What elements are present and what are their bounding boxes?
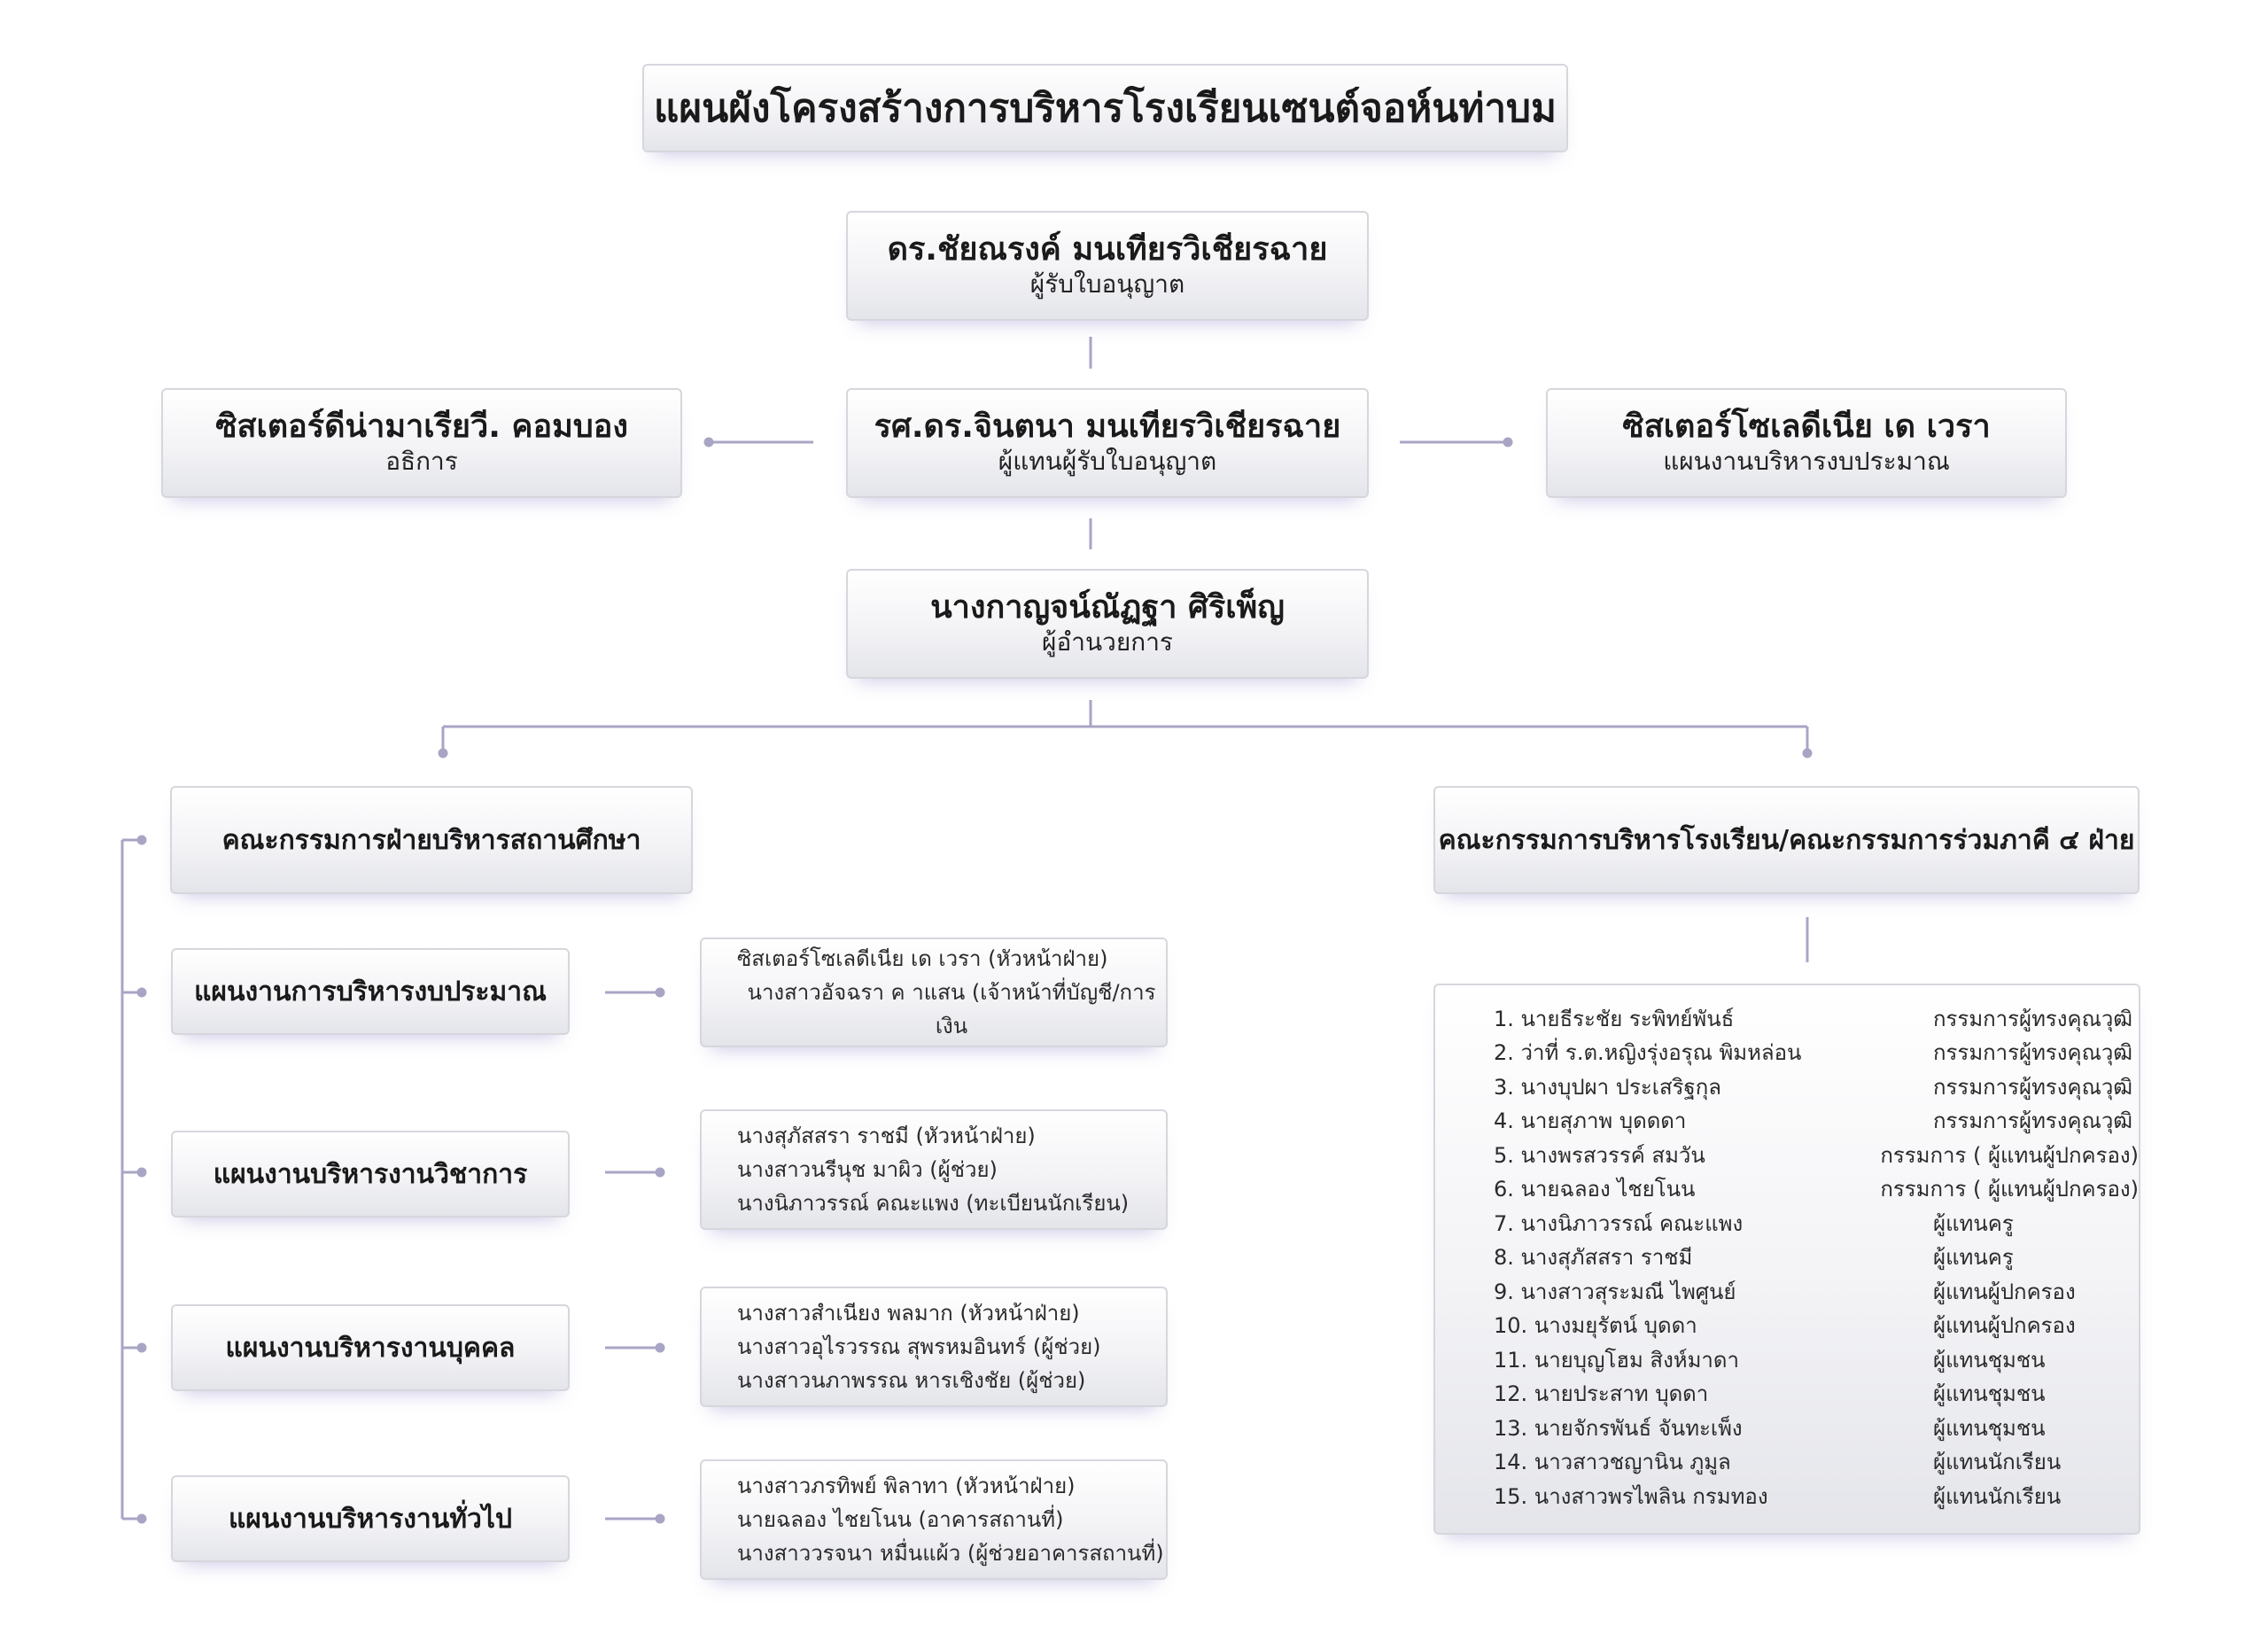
member-role: ผู้แทนผู้ปกครอง: [1933, 1313, 2076, 1339]
dept-personnel-box: [171, 1304, 570, 1391]
member-role: ผู้แทนชุมชน: [1933, 1347, 2046, 1373]
connector-dot: [705, 439, 712, 446]
left-person-box: [161, 388, 682, 498]
dept-academic-name: แผนงานบริหารงานวิชาการ: [213, 1158, 528, 1190]
staff-item: นางสาวนภาพรรณ หารเชิงชัย (ผู้ช่วย): [737, 1368, 1086, 1393]
committee-member-row: [1435, 1001, 2139, 1036]
staff-personnel-box: [700, 1287, 1168, 1407]
committee-member-row: [1435, 1138, 2139, 1172]
school-committee-title: คณะกรรมการบริหารโรงเรียน/คณะกรรมการร่วมภาคี ๔ ฝ่าย: [1438, 824, 2135, 856]
committee-member-row: [1435, 1172, 2139, 1207]
member-role: ผู้แทนครู: [1933, 1210, 2014, 1236]
member-role: ผู้แทนนักเรียน: [1933, 1450, 2062, 1475]
committee-member-row: [1435, 1411, 2139, 1445]
member-name: 14. นาวสาวชญานิน ภูมูล: [1494, 1450, 1731, 1475]
connector-dot: [1804, 750, 1811, 757]
right-person-box: [1546, 388, 2067, 498]
committee-member-row: [1435, 1377, 2139, 1412]
admin-committee-box: [170, 786, 693, 894]
staff-item: นางสาวภรทิพย์ พิลาทา (หัวหน้าฝ่าย): [737, 1474, 1076, 1498]
representative-box: [846, 388, 1369, 498]
committee-member-row: [1435, 1342, 2139, 1377]
dept-academic-box: [171, 1131, 570, 1217]
member-name: 5. นางพรสวรรค์ สมวัน: [1494, 1142, 1705, 1168]
staff-item: นายฉลอง ไชยโนน (อาคารสถานที่): [737, 1507, 1064, 1532]
connector-dot: [1504, 439, 1511, 446]
committee-member-row: [1435, 1206, 2139, 1241]
committee-member-row: [1435, 1445, 2139, 1480]
member-name: 12. นายประสาท บุดดา: [1494, 1381, 1709, 1407]
member-role: กรรมการผู้ทรงคุณวุฒิ: [1933, 1040, 2132, 1066]
member-name: 7. นางนิภาวรรณ์ คณะแพง: [1494, 1210, 1744, 1236]
dept-personnel-name: แผนงานบริหารงานบุคคล: [225, 1332, 516, 1364]
member-name: 3. นางบุปผา ประเสริฐกุล: [1494, 1074, 1722, 1100]
right-person-name: ซิสเตอร์โซเลดีเนีย เด เวรา: [1622, 408, 1991, 446]
committee-member-row: [1435, 1479, 2139, 1513]
member-role: ผู้แทนครู: [1933, 1245, 2014, 1271]
committee-member-row: [1435, 1274, 2139, 1309]
member-role: ผู้แทนชุมชน: [1933, 1381, 2046, 1407]
member-name: 13. นายจักรพันธ์ จันทะเพ็ง: [1494, 1415, 1743, 1441]
director-box: [846, 569, 1369, 679]
member-name: 4. นายสุภาพ บุดดดา: [1494, 1108, 1687, 1134]
member-role: กรรมการ ( ผู้แทนผู้ปกครอง): [1880, 1142, 2139, 1168]
committee-member-row: [1435, 1309, 2139, 1343]
member-role: ผู้แทนผู้ปกครอง: [1933, 1279, 2076, 1304]
chart-title: แผนผังโครงสร้างการบริหารโรงเรียนเซนต์จอห์นท่าบม: [653, 86, 1557, 131]
licensee-role: ผู้รับใบอนุญาต: [1029, 269, 1185, 299]
director-role: ผู้อำนวยการ: [1042, 627, 1173, 657]
licensee-box: [846, 211, 1369, 321]
member-name: 8. นางสุภัสสรา ราชมี: [1494, 1245, 1693, 1271]
member-name: 1. นายธีระชัย ระพิทย์พันธ์: [1494, 1006, 1735, 1031]
school-committee-box: [1433, 786, 2140, 894]
staff-item: นางสุภัสสรา ราชมี (หัวหน้าฝ่าย): [737, 1124, 1036, 1148]
member-role: ผู้แทนชุมชน: [1933, 1415, 2046, 1441]
staff-item: นางสาวสำเนียง พลมาก (หัวหน้าฝ่าย): [737, 1301, 1080, 1326]
member-role: กรรมการผู้ทรงคุณวุฒิ: [1933, 1108, 2132, 1134]
representative-role: ผู้แทนผู้รับใบอนุญาต: [998, 447, 1217, 477]
committee-members-box: [1433, 984, 2140, 1535]
staff-general-box: [700, 1459, 1168, 1580]
staff-item: นางสาวนรีนุช มาผิว (ผู้ช่วย): [737, 1157, 998, 1182]
member-role: กรรมการผู้ทรงคุณวุฒิ: [1933, 1074, 2132, 1100]
dept-budget-box: [171, 948, 570, 1035]
chart-title-box: [642, 64, 1568, 152]
staff-budget-box: [700, 937, 1168, 1047]
member-name: 6. นายฉลอง ไชยโนน: [1494, 1177, 1696, 1202]
staff-item: นางสาววรจนา หมื่นแผ้ว (ผู้ช่วยอาคารสถานที่): [737, 1541, 1164, 1566]
member-name: 11. นายบุญโฮม สิงห์มาดา: [1494, 1347, 1739, 1373]
member-name: 10. นางมยุรัตน์ บุดดา: [1494, 1313, 1697, 1339]
member-role: ผู้แทนนักเรียน: [1933, 1483, 2062, 1509]
dept-budget-name: แผนงานการบริหารงบประมาณ: [194, 976, 547, 1007]
committee-member-row: [1435, 1104, 2139, 1139]
committee-member-row: [1435, 1036, 2139, 1070]
left-person-role: อธิการ: [385, 447, 458, 477]
representative-name: รศ.ดร.จินตนา มนเทียรวิเชียรฉาย: [874, 408, 1341, 446]
member-name: 2. ว่าที่ ร.ต.หญิงรุ่งอรุณ พิมหล่อน: [1494, 1040, 1802, 1066]
member-role: กรรมการผู้ทรงคุณวุฒิ: [1933, 1006, 2132, 1031]
staff-item: นางสาวอัจฉรา ค าแสน (เจ้าหน้าที่บัญชี/การเงิน: [747, 980, 1156, 1038]
staff-item: นางนิภาวรรณ์ คณะแพง (ทะเบียนนักเรียน): [737, 1191, 1130, 1216]
connector-dot: [439, 750, 447, 757]
admin-committee-title: คณะกรรมการฝ่ายบริหารสถานศึกษา: [221, 824, 641, 856]
member-role: กรรมการ ( ผู้แทนผู้ปกครอง): [1880, 1177, 2139, 1202]
committee-member-row: [1435, 1070, 2139, 1104]
staff-item: นางสาวอุไรวรรณ สุพรหมอินทร์ (ผู้ช่วย): [737, 1334, 1101, 1359]
member-name: 15. นางสาวพรไพลิน กรมทอง: [1494, 1483, 1768, 1509]
dept-general-name: แผนงานบริหารงานทั่วไป: [228, 1503, 513, 1535]
left-person-name: ซิสเตอร์ดีน่ามาเรียวี. คอมบอง: [215, 408, 628, 446]
staff-item: ซิสเตอร์โซเลดีเนีย เด เวรา (หัวหน้าฝ่าย): [737, 946, 1108, 971]
staff-academic-box: [700, 1109, 1168, 1230]
director-name: นางกาญจน์ณัฏฐา ศิริเพ็ญ: [930, 589, 1285, 626]
committee-member-row: [1435, 1241, 2139, 1275]
dept-general-box: [171, 1475, 570, 1562]
right-person-role: แผนงานบริหารงบประมาณ: [1663, 447, 1950, 477]
licensee-name: ดร.ชัยณรงค์ มนเทียรวิเชียรฉาย: [887, 231, 1328, 268]
member-name: 9. นางสาวสุระมณี ไพศูนย์: [1494, 1279, 1736, 1304]
